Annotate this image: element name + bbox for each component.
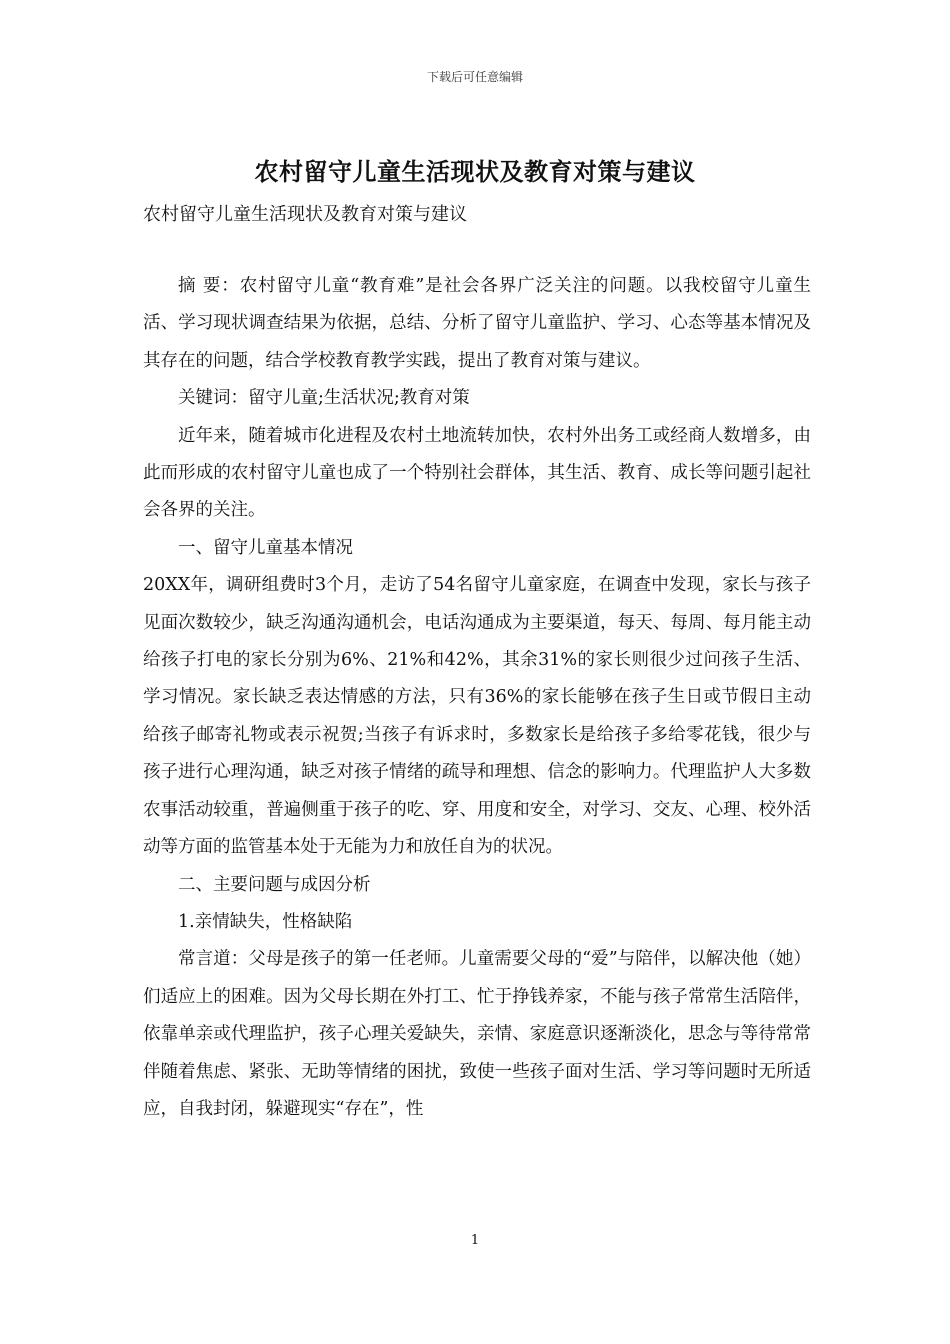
intro-paragraph: 近年来，随着城市化进程及农村土地流转加快，农村外出务工或经商人数增多，由此而形成的农村留守儿童也成了一个特别社会群体，其生活、教育、成长等问题引起社会各界的关注。 [143, 425, 811, 521]
page-header-note: 下载后可任意编辑 [426, 70, 523, 84]
document-subtitle: 农村留守儿童生活现状及教育对策与建议 [143, 204, 467, 225]
section-heading-2: 二、主要问题与成因分析 [178, 874, 371, 895]
abstract-paragraph: 摘 要：农村留守儿童“教育难”是社会各界广泛关注的问题。以我校留守儿童生活、学习现状调查结果为依据，总结、分析了留守儿童监护、学习、心态等基本情况及其存在的问题，结合学校教育教学实践，提出了教育对策与建议。 [143, 276, 811, 371]
document-title: 农村留守儿童生活现状及教育对策与建议 [254, 157, 696, 186]
document-body [143, 268, 811, 1128]
page-number: 1 [470, 1233, 480, 1248]
keywords-paragraph: 关键词：留守儿童;生活状况;教育对策 [178, 388, 470, 409]
survey-paragraph: 20XX年，调研组费时3个月，走访了54名留守儿童家庭，在调查中发现，家长与孩子见面次数较少，缺乏沟通沟通机会，电话沟通成为主要渠道，每天、每周、每月能主动给孩子打电的家长分别为6%、21%和42%，其余31%的家长则很少过问孩子生活、学习情况。家长缺乏表达情感的方法，只有36%的家长能够在孩子生日或节假日主动给孩子邮寄礼物或表示祝贺;当孩子有诉求时，多数家长是给孩子多给零花钱，很少与孩子进行心理沟通，缺乏对孩子情绪的疏导和理想、信念的影响力。代理监护人大多数农事活动较重，普遍侧重于孩子的吃、穿、用度和安全，对学习、交友、心理、校外活动等方面的监管基本处于无能为力和放任自为的状况。 [143, 575, 811, 858]
analysis-paragraph: 常言道：父母是孩子的第一任老师。儿童需要父母的“爱”与陪伴，以解决他（她）们适应上的困难。因为父母长期在外打工、忙于挣钱养家，不能与孩子常常生活陪伴，依靠单亲或代理监护，孩子心理关爱缺失，亲情、家庭意识逐渐淡化，思念与等待常常伴随着焦虑、紧张、无助等情绪的困扰，致使一些孩子面对生活、学习等问题时无所适应，自我封闭，躲避现实“存在”，性 [143, 949, 811, 1119]
subsection-heading-1: 1.亲情缺失，性格缺陷 [178, 911, 353, 932]
section-heading-1: 一、留守儿童基本情况 [178, 537, 353, 558]
